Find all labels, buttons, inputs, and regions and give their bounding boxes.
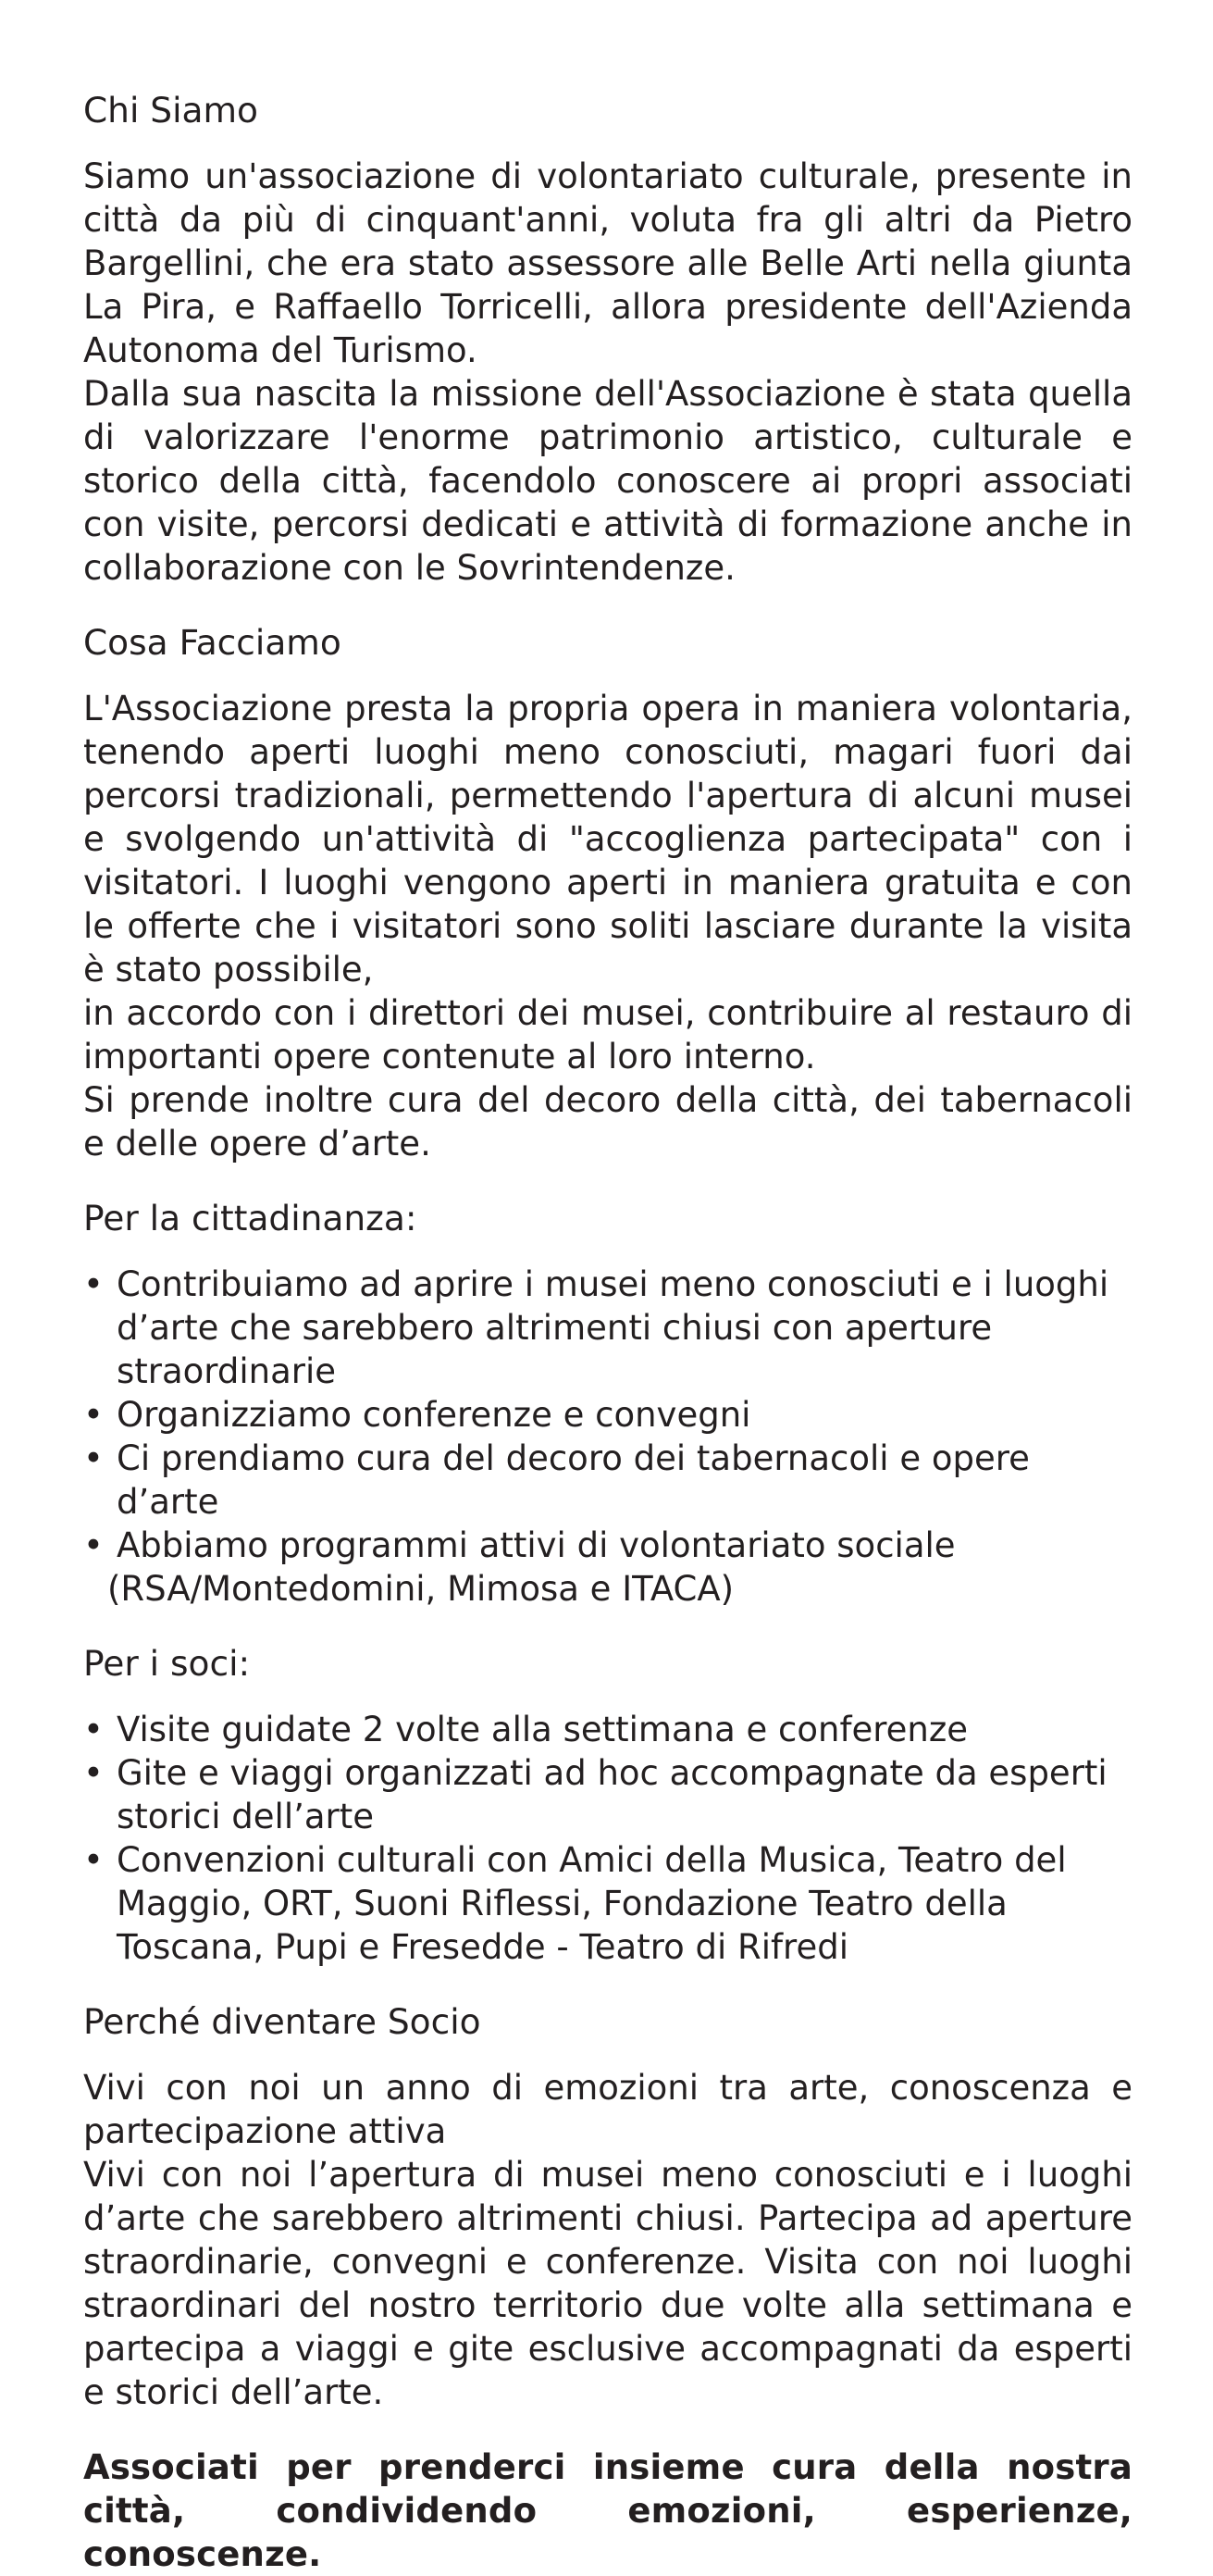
list-soci	[83, 1708, 1133, 1969]
heading-soci: Per i soci:	[83, 1643, 251, 1684]
list-item	[83, 1393, 1133, 1437]
document-page	[83, 89, 1133, 2576]
list-item	[83, 1708, 1133, 1751]
bullet-icon: •	[83, 1710, 104, 1749]
list-item-text: Gite e viaggi organizzati ad hoc accompagnate da esperti storici dell’arte	[117, 1753, 1108, 1836]
list-cittadinanza	[83, 1263, 1133, 1611]
section-chi-siamo	[83, 89, 1133, 590]
list-item	[83, 1751, 1133, 1838]
paragraph: Vivi con noi un anno di emozioni tra arte, conoscenza e partecipazione attiva	[83, 2068, 1133, 2151]
heading-chi-siamo: Chi Siamo	[83, 90, 258, 131]
bullet-icon: •	[83, 1753, 104, 1793]
list-item-text: Contribuiamo ad aprire i musei meno conosciuti e i luoghi d’arte che sarebbero altrimenti chiusi con aperture straordinarie	[117, 1264, 1109, 1391]
paragraph: Dalla sua nascita la missione dell'Associazione è stata quella di valorizzare l'enorme patrimonio artistico, culturale e storico della città, facendolo conoscere ai propri associati con visite, percorsi dedicati e attività di formazione anche in collaborazione con le Sovrintendenze.	[83, 374, 1133, 588]
list-item-text: Ci prendiamo cura del decoro dei tabernacoli e opere d’arte	[117, 1438, 1030, 1522]
list-item	[83, 1437, 1133, 1524]
section-perche	[83, 2000, 1133, 2414]
bullet-icon: •	[83, 1395, 104, 1435]
bullet-icon: •	[83, 1438, 104, 1478]
heading-perche: Perché diventare Socio	[83, 2001, 481, 2042]
list-item	[83, 1524, 1133, 1611]
section-cosa-facciamo	[83, 621, 1133, 1165]
paragraph: Si prende inoltre cura del decoro della città, dei tabernacoli e delle opere d’arte.	[83, 1080, 1133, 1164]
list-item	[83, 1263, 1133, 1393]
list-item-text: Convenzioni culturali con Amici della Musica, Teatro del Maggio, ORT, Suoni Riflessi, Fondazione Teatro della Toscana, Pupi e Fresedde - Teatro di Rifredi	[117, 1840, 1067, 1967]
section-soci	[83, 1642, 1133, 1969]
list-item-text: Visite guidate 2 volte alla settimana e conferenze	[117, 1710, 969, 1749]
list-item	[83, 1838, 1133, 1969]
list-item-text: Abbiamo programmi attivi di volontariato sociale	[117, 1525, 956, 1565]
paragraph: in accordo con i direttori dei musei, contribuire al restauro di importanti opere contenute al loro interno.	[83, 993, 1133, 1076]
bullet-icon: •	[83, 1525, 104, 1565]
paragraph: Siamo un'associazione di volontariato culturale, presente in città da più di cinquant'anni, voluta fra gli altri da Pietro Bargellini, che era stato assessore alle Belle Arti nella giunta La Pira, e Raffaello Torricelli, allora presidente dell'Azienda Autonoma del Turismo.	[83, 156, 1133, 370]
list-item-text: Organizziamo conferenze e convegni	[117, 1395, 751, 1435]
section-cittadinanza	[83, 1197, 1133, 1611]
heading-cittadinanza: Per la cittadinanza:	[83, 1198, 417, 1238]
closing-statement: Associati per prenderci insieme cura della nostra città, condividendo emozioni, esperienze, conoscenze.	[83, 2447, 1133, 2574]
bullet-icon: •	[83, 1264, 104, 1304]
heading-cosa-facciamo: Cosa Facciamo	[83, 622, 341, 663]
bullet-icon: •	[83, 1840, 104, 1880]
paragraph: Vivi con noi l’apertura di musei meno conosciuti e i luoghi d’arte che sarebbero altrimenti chiusi. Partecipa ad aperture straordinarie, convegni e conferenze. Visita con noi luoghi straordinari del nostro territorio due volte alla settimana e partecipa a viaggi e gite esclusive accompagnati da esperti e storici dell’arte.	[83, 2155, 1133, 2412]
list-item-continuation: (RSA/Montedomini, Mimosa e ITACA)	[107, 1569, 735, 1609]
paragraph: L'Associazione presta la propria opera in maniera volontaria, tenendo aperti luoghi meno conosciuti, magari fuori dai percorsi tradizionali, permettendo l'apertura di alcuni musei e svolgendo un'attività di "accoglienza partecipata" con i visitatori. I luoghi vengono aperti in maniera gratuita e con le offerte che i visitatori sono soliti lasciare durante la visita è stato possibile,	[83, 689, 1133, 989]
